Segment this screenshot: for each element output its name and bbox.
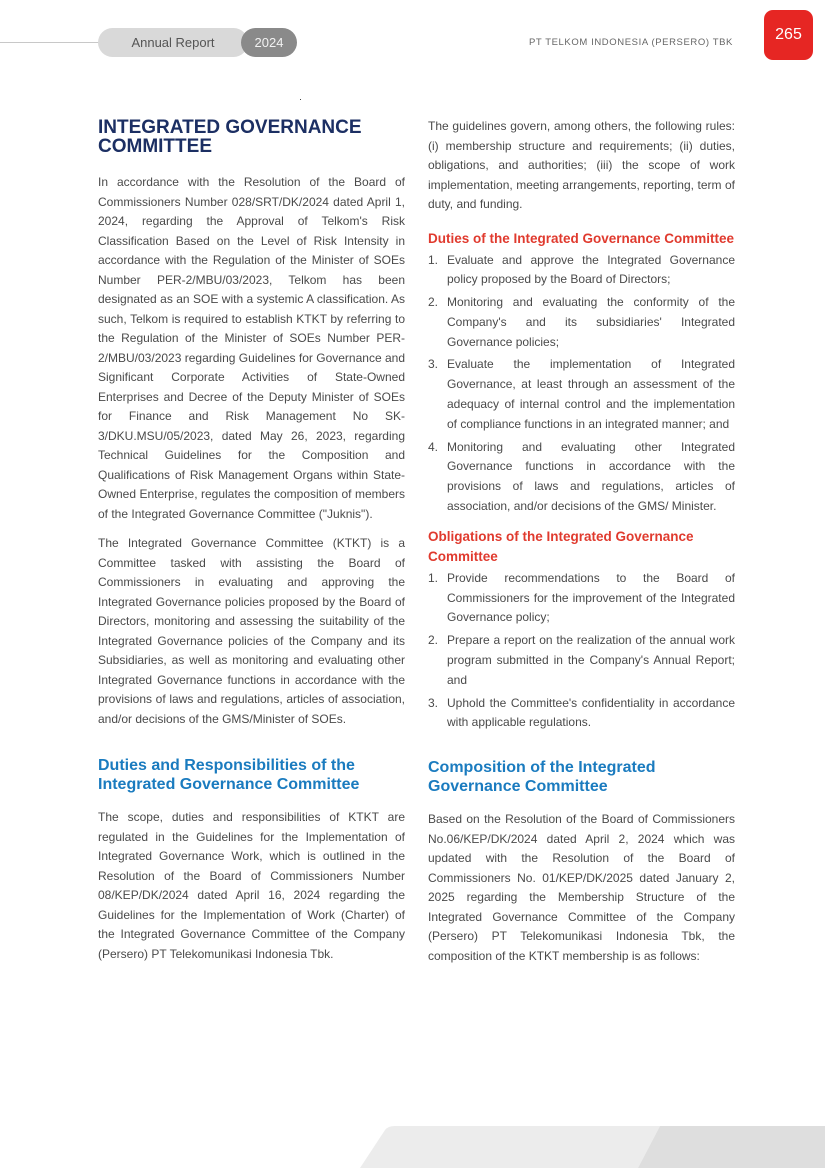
page-number-badge: 265 <box>764 10 813 60</box>
obligations-list <box>428 569 735 733</box>
ktkt-description-paragraph: The Integrated Governance Committee (KTKT) is a Committee tasked with assisting the Board of Commissioners in evaluating and approving the Integrated Governance policies proposed by the Board of Directors, monitoring and assessing the suitability of the Integrated Governance policies of the Company and its Subsidiaries, as well as monitoring and evaluating other Integrated Governance functions in accordance with the provisions of laws and regulations, articles of association, and/or decisions of the GMS/Minister of SOEs. <box>98 536 405 726</box>
page-title: INTEGRATED GOVERNANCE COMMITTEE <box>98 117 362 157</box>
stray-dot <box>300 99 301 100</box>
guidelines-paragraph: The guidelines govern, among others, the following rules: (i) membership structure and requirements; (ii) duties, obligations, and authorities; (iii) the scope of work implementation, meeting arrangements, reporting, term of duty, and funding. <box>428 119 735 211</box>
scope-paragraph: The scope, duties and responsibilities of KTKT are regulated in the Guidelines for the Implementation of Integrated Governance Work, which is outlined in the Resolution of the Board of Commissioners Number 08/KEP/DK/2024 dated April 16, 2024 regarding the Guidelines for the Implementation of Work (Charter) of the Integrated Governance Committee of the Company (Persero) PT Telekomunikasi Indonesia Tbk. <box>98 810 405 961</box>
intro-paragraph: In accordance with the Resolution of the Board of Commissioners Number 028/SRT/DK/2024 dated April 1, 2024, regarding the Approval of Telkom's Risk Classification Based on the Level of Risk Intensity in accordance with the Regulation of the Minister of SOEs Number PER-2/MBU/03/2023, Telkom has been designated as an SOE with a systemic A classification. As such, Telkom is required to establish KTKT by referring to the Regulation of the Minister of SOEs Number PER-2/MBU/03/2023 regarding Guidelines for Governance and Significant Corporate Activities of State-Owned Enterprises and Decree of the Deputy Minister of SOEs for Finance and Risk Management No SK-3/DKU.MSU/05/2023, dated May 26, 2023, regarding Technical Guidelines for the Composition and Qualifications of Risk Management Organs within State-Owned Enterprise, regulates the composition of members of the Integrated Governance Committee ("Juknis"). <box>98 175 405 521</box>
composition-heading: Composition of the Integrated Governance Committee <box>428 759 656 796</box>
duties-responsibilities-heading: Duties and Responsibilities of the Integrated Governance Committee <box>98 757 360 793</box>
right-column <box>428 117 735 966</box>
list-item: 3. Evaluate the implementation of Integrated Governance, at least through an assessment of the adequacy of internal control and the implementation of compliance functions in an integrated manner; and <box>428 357 735 431</box>
composition-paragraph: Based on the Resolution of the Board of Commissioners No.06/KEP/DK/2024 dated April 2, 2024 which was updated with the Resolution of the Board of Commissioners No. 01/KEP/DK/2025 dated January 2, 2025 regarding the Membership Structure of the Integrated Governance Committee of the Company (Persero) PT Telekomunikasi Indonesia Tbk, the composition of the KTKT membership is as follows: <box>428 812 735 963</box>
list-item: 2. Monitoring and evaluating the conformity of the Company's and its subsidiaries' Integrated Governance policies; <box>428 295 735 349</box>
list-item: 1. Provide recommendations to the Board of Commissioners for the improvement of the Integrated Governance policy; <box>428 570 735 625</box>
year-pill: 2024 <box>241 28 297 57</box>
duties-heading: Duties of the Integrated Governance Committee <box>428 230 735 246</box>
list-item: 3. Uphold the Committee's confidentiality in accordance with applicable regulations. <box>428 695 735 730</box>
list-item: 2. Prepare a report on the realization of the annual work program submitted in the Company's Annual Report; and <box>428 633 735 687</box>
company-name: PT TELKOM INDONESIA (PERSERO) TBK <box>528 37 733 48</box>
report-label-pill: Annual Report <box>98 28 248 57</box>
list-item: 1. Evaluate and approve the Integrated Governance policy proposed by the Board of Directors; <box>428 252 735 287</box>
obligations-heading: Obligations of the Integrated Governance Committee <box>428 528 694 564</box>
left-column <box>98 118 405 964</box>
list-item: 4. Monitoring and evaluating other Integrated Governance functions in accordance with the provisions of laws and regulations, articles of association, and/or decisions of the GMS/ Minister. <box>428 439 735 514</box>
footer-decoration <box>0 1126 825 1168</box>
duties-list <box>428 251 735 517</box>
